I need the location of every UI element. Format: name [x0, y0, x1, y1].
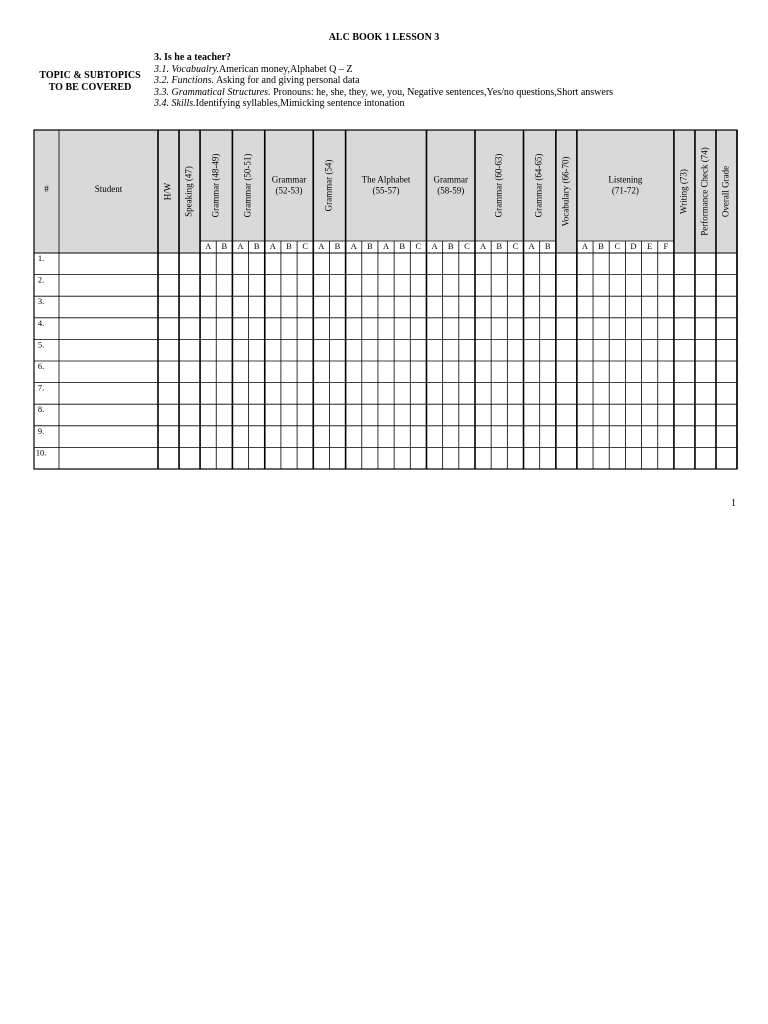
- subtopic-label: 3.3. Grammatical Structures.: [154, 86, 271, 98]
- sub-column-label: A: [431, 240, 438, 251]
- column-header-label: Grammar: [271, 174, 307, 185]
- row-number: 1.: [37, 252, 45, 263]
- hash-column-header: #: [44, 184, 49, 195]
- sub-column-label: C: [614, 240, 621, 251]
- sub-column-label: A: [269, 240, 276, 251]
- column-header-label: Grammar (60-63): [493, 153, 504, 218]
- sub-column-label: C: [512, 240, 519, 251]
- row-number: 7.: [37, 382, 45, 393]
- header-background: [556, 241, 577, 253]
- sub-column-label: E: [647, 240, 653, 251]
- column-header-label: Grammar (54): [323, 159, 334, 212]
- header-background: [34, 241, 158, 253]
- sub-column-label: A: [480, 240, 487, 251]
- sub-column-label: A: [237, 240, 244, 251]
- column-header-label: Grammar (48-49): [210, 153, 221, 218]
- column-header-label: Writing (73): [678, 169, 689, 214]
- column-header-label: Grammar (50-51): [242, 153, 253, 218]
- sub-column-label: C: [302, 240, 309, 251]
- page-title: ALC BOOK 1 LESSON 3: [328, 32, 440, 43]
- sub-column-label: A: [205, 240, 212, 251]
- row-number: 4.: [37, 317, 45, 328]
- row-number: 2.: [37, 274, 45, 285]
- column-header-label: Grammar: [433, 174, 468, 185]
- column-header-label: Vocabulary (66-70): [560, 156, 571, 227]
- subtopic-label: 3.1. Vocabualry.: [154, 63, 219, 75]
- sub-column-label: C: [415, 240, 422, 251]
- column-header-label: (52-53): [275, 185, 303, 196]
- column-header-label: Listening: [608, 174, 643, 185]
- column-header-label: Overall Grade: [720, 165, 731, 218]
- row-number: 5.: [37, 339, 45, 350]
- sub-column-label: A: [350, 240, 357, 251]
- subtopic-text: Asking for and giving personal data: [214, 75, 360, 86]
- subtopic-label: 3.4. Skills.: [154, 98, 196, 109]
- sub-column-label: B: [447, 240, 454, 251]
- header-background: [674, 241, 695, 253]
- sub-column-label: B: [598, 240, 604, 251]
- sub-column-label: B: [399, 240, 406, 251]
- sub-column-label: D: [630, 240, 637, 251]
- sub-column-label: B: [221, 240, 228, 251]
- row-number: 9.: [37, 425, 45, 436]
- sub-column-label: B: [544, 240, 551, 251]
- column-header-label: (58-59): [437, 185, 465, 196]
- lesson-heading: 3. Is he a teacher?: [154, 52, 231, 63]
- subtopic-label: 3.2. Functions.: [154, 75, 214, 86]
- row-number: 6.: [37, 360, 45, 371]
- column-header-label: (71-72): [611, 185, 639, 196]
- subtopic-text: Identifying syllables,Mimicking sentence intonation: [195, 98, 405, 109]
- sub-column-label: A: [382, 240, 390, 251]
- header-background: [695, 241, 716, 253]
- header-background: [179, 241, 200, 253]
- sub-column-label: B: [496, 240, 503, 251]
- page-number: 1: [731, 498, 736, 509]
- header-background: [158, 241, 179, 253]
- row-number: 10.: [35, 447, 47, 458]
- sub-column-label: B: [286, 240, 292, 251]
- sub-column-label: A: [581, 240, 589, 251]
- column-header-label: Grammar (64-65): [533, 153, 544, 218]
- row-number: 8.: [37, 404, 45, 415]
- sub-column-label: A: [528, 240, 535, 251]
- header-background: [716, 241, 737, 253]
- sub-column-label: F: [663, 240, 669, 251]
- column-header-label: Performance Check (74): [699, 147, 710, 236]
- column-header-label: (55-57): [372, 185, 400, 196]
- column-header-label: Speaking (47): [183, 166, 194, 217]
- column-header-label: H/W: [162, 182, 173, 201]
- sub-column-label: B: [367, 240, 373, 251]
- row-number: 3.: [37, 296, 45, 307]
- sub-column-label: B: [253, 240, 260, 251]
- sub-column-label: A: [318, 240, 325, 251]
- subtopic-text: Pronouns: he, she, they, we, you, Negative sentences,Yes/no questions,Short answers: [270, 86, 614, 98]
- subtopic-text: American money,Alphabet Q – Z: [219, 63, 353, 75]
- student-column-header: Student: [94, 184, 123, 195]
- sub-column-label: B: [334, 240, 341, 251]
- sub-column-label: C: [464, 240, 470, 251]
- column-header-label: The Alphabet: [361, 174, 411, 185]
- topic-label: TOPIC & SUBTOPICS TO BE COVERED: [39, 70, 141, 93]
